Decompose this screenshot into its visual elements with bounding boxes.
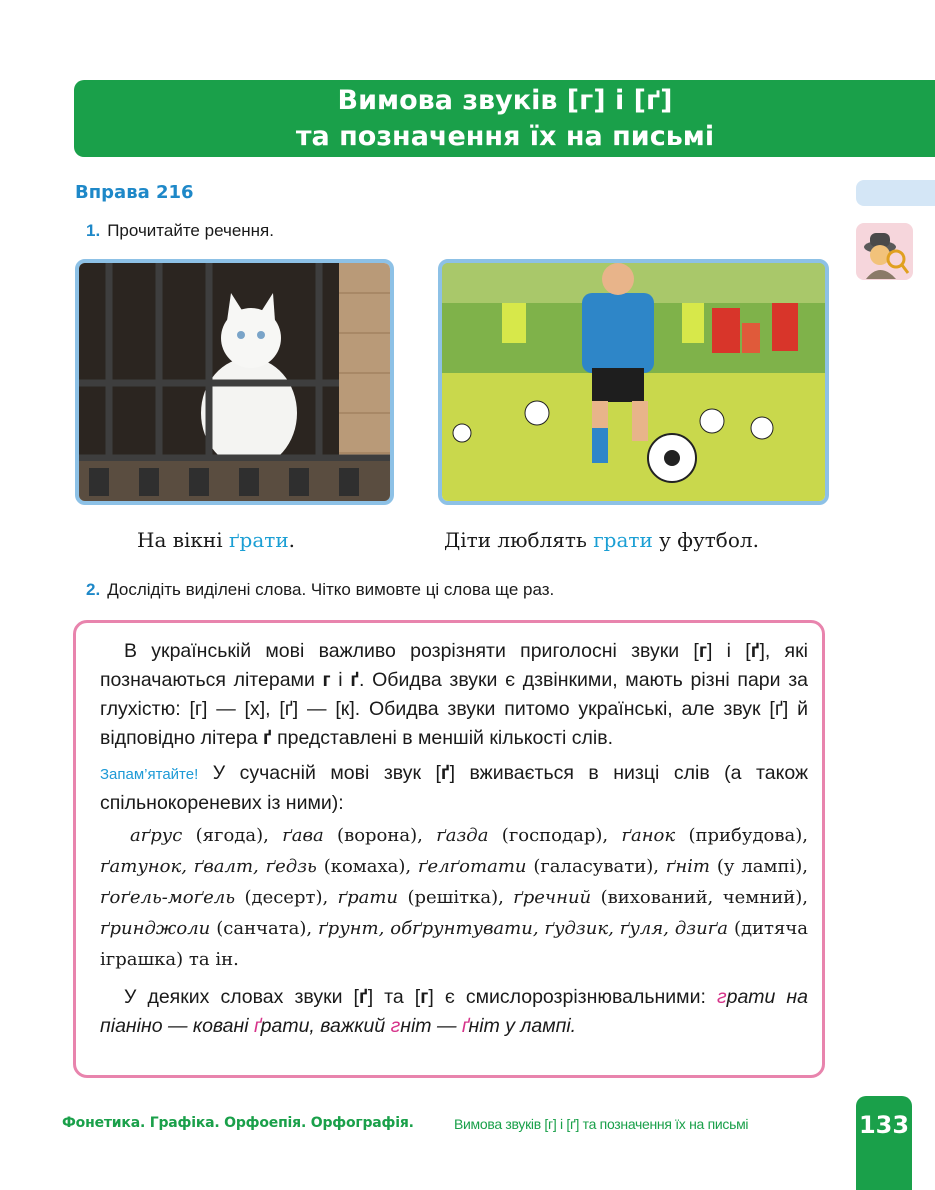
example-word: ґречний xyxy=(513,887,592,908)
example-gloss: (ягода), xyxy=(182,825,283,846)
example-gloss: (комаха), xyxy=(316,856,419,877)
example-word: ґоґель-моґель xyxy=(100,887,236,908)
rule-paragraph-1: В українській мові важливо розрізняти приголосні звуки [г] і [ґ], які позначаються літерами г і ґ. Обидва звуки є дзвінкими, мають різні пари за глухістю: [г] — [х], [ґ] — [к]. Обидва звуки питомо українські, але звук [ґ] й відповідно літера ґ представлені в меншій кількості слів. xyxy=(100,640,808,749)
example-gloss: (санчата), xyxy=(210,918,319,939)
example-gloss: (десерт), xyxy=(235,887,338,908)
examples-list xyxy=(100,820,808,975)
page-title-line-2: та позначення їх на письмі xyxy=(295,121,715,152)
task-2-text: Дослідіть виділені слова. Чітко вимовте ці слова ще раз. xyxy=(107,580,555,599)
example-word: аґрус xyxy=(130,825,183,846)
footer-section: Фонетика. Графіка. Орфоепія. Орфографія. xyxy=(62,1115,414,1131)
example-word: ґрунт, обґрунтувати, ґудзик, ґуля, дзиґа xyxy=(318,918,728,939)
task-1-number: 1. xyxy=(86,221,101,240)
caption-left-highlight: ґрати xyxy=(228,528,289,552)
example-gloss: (вихований, чемний), xyxy=(591,887,808,908)
example-word: ґатунок, ґвалт, ґедзь xyxy=(100,856,317,877)
caption-right-highlight: грати xyxy=(593,528,653,552)
caption-right-end: у футбол. xyxy=(652,528,759,552)
example-word: ґрати xyxy=(337,887,399,908)
side-tab-marker xyxy=(856,180,935,206)
example-word: ґніт xyxy=(665,856,710,877)
task-2-number: 2. xyxy=(86,580,101,599)
caption-right xyxy=(444,528,759,552)
page-number: 133 xyxy=(856,1096,912,1190)
example-gloss: (ворона), xyxy=(323,825,437,846)
remember-label: Запам’ятайте! xyxy=(100,766,199,783)
task-1-text: Прочитайте речення. xyxy=(107,221,274,240)
page-title-banner xyxy=(74,80,935,157)
example-gloss: (галасувати), xyxy=(526,856,666,877)
example-gloss: (господар), xyxy=(488,825,622,846)
page-title-line-1: Вимова звуків [г] і [ґ] xyxy=(337,85,673,116)
detective-icon xyxy=(856,223,913,280)
example-gloss: (у лампі), xyxy=(710,856,808,877)
caption-left xyxy=(137,528,295,552)
caption-left-text: На вікні xyxy=(137,528,229,552)
exercise-title: Вправа 216 xyxy=(75,182,194,203)
caption-right-text: Діти люблять xyxy=(444,528,594,552)
task-1 xyxy=(86,221,274,241)
example-gloss: (прибудова), xyxy=(675,825,809,846)
example-word: ґазда xyxy=(436,825,489,846)
example-word: ґелґотати xyxy=(418,856,527,877)
caption-left-end: . xyxy=(288,528,296,552)
rule-box xyxy=(73,620,825,1078)
footer-topic: Вимова звуків [г] і [ґ] та позначення їх на письмі xyxy=(454,1116,749,1132)
rule-paragraph-3: У деяких словах звуки [ґ] та [г] є смислорозрізнювальними: грати на піаніно — ковані ґрати, важкий гніт — ґніт у лампі. xyxy=(100,986,809,1037)
example-word: ґанок xyxy=(621,825,676,846)
example-word: ґава xyxy=(282,825,324,846)
rule-paragraph-2: Запам’ятайте! У сучасній мові звук [ґ] вживається в низці слів (а також спільнокореневих із ними): xyxy=(100,762,808,814)
example-gloss: (решітка), xyxy=(398,887,514,908)
example-word: ґринджоли xyxy=(100,918,211,939)
photo-kids-football xyxy=(438,259,829,505)
example-gloss: (дитяча іграшка) та ін. xyxy=(100,918,808,970)
task-2 xyxy=(86,580,554,600)
photo-cat-window xyxy=(75,259,394,505)
